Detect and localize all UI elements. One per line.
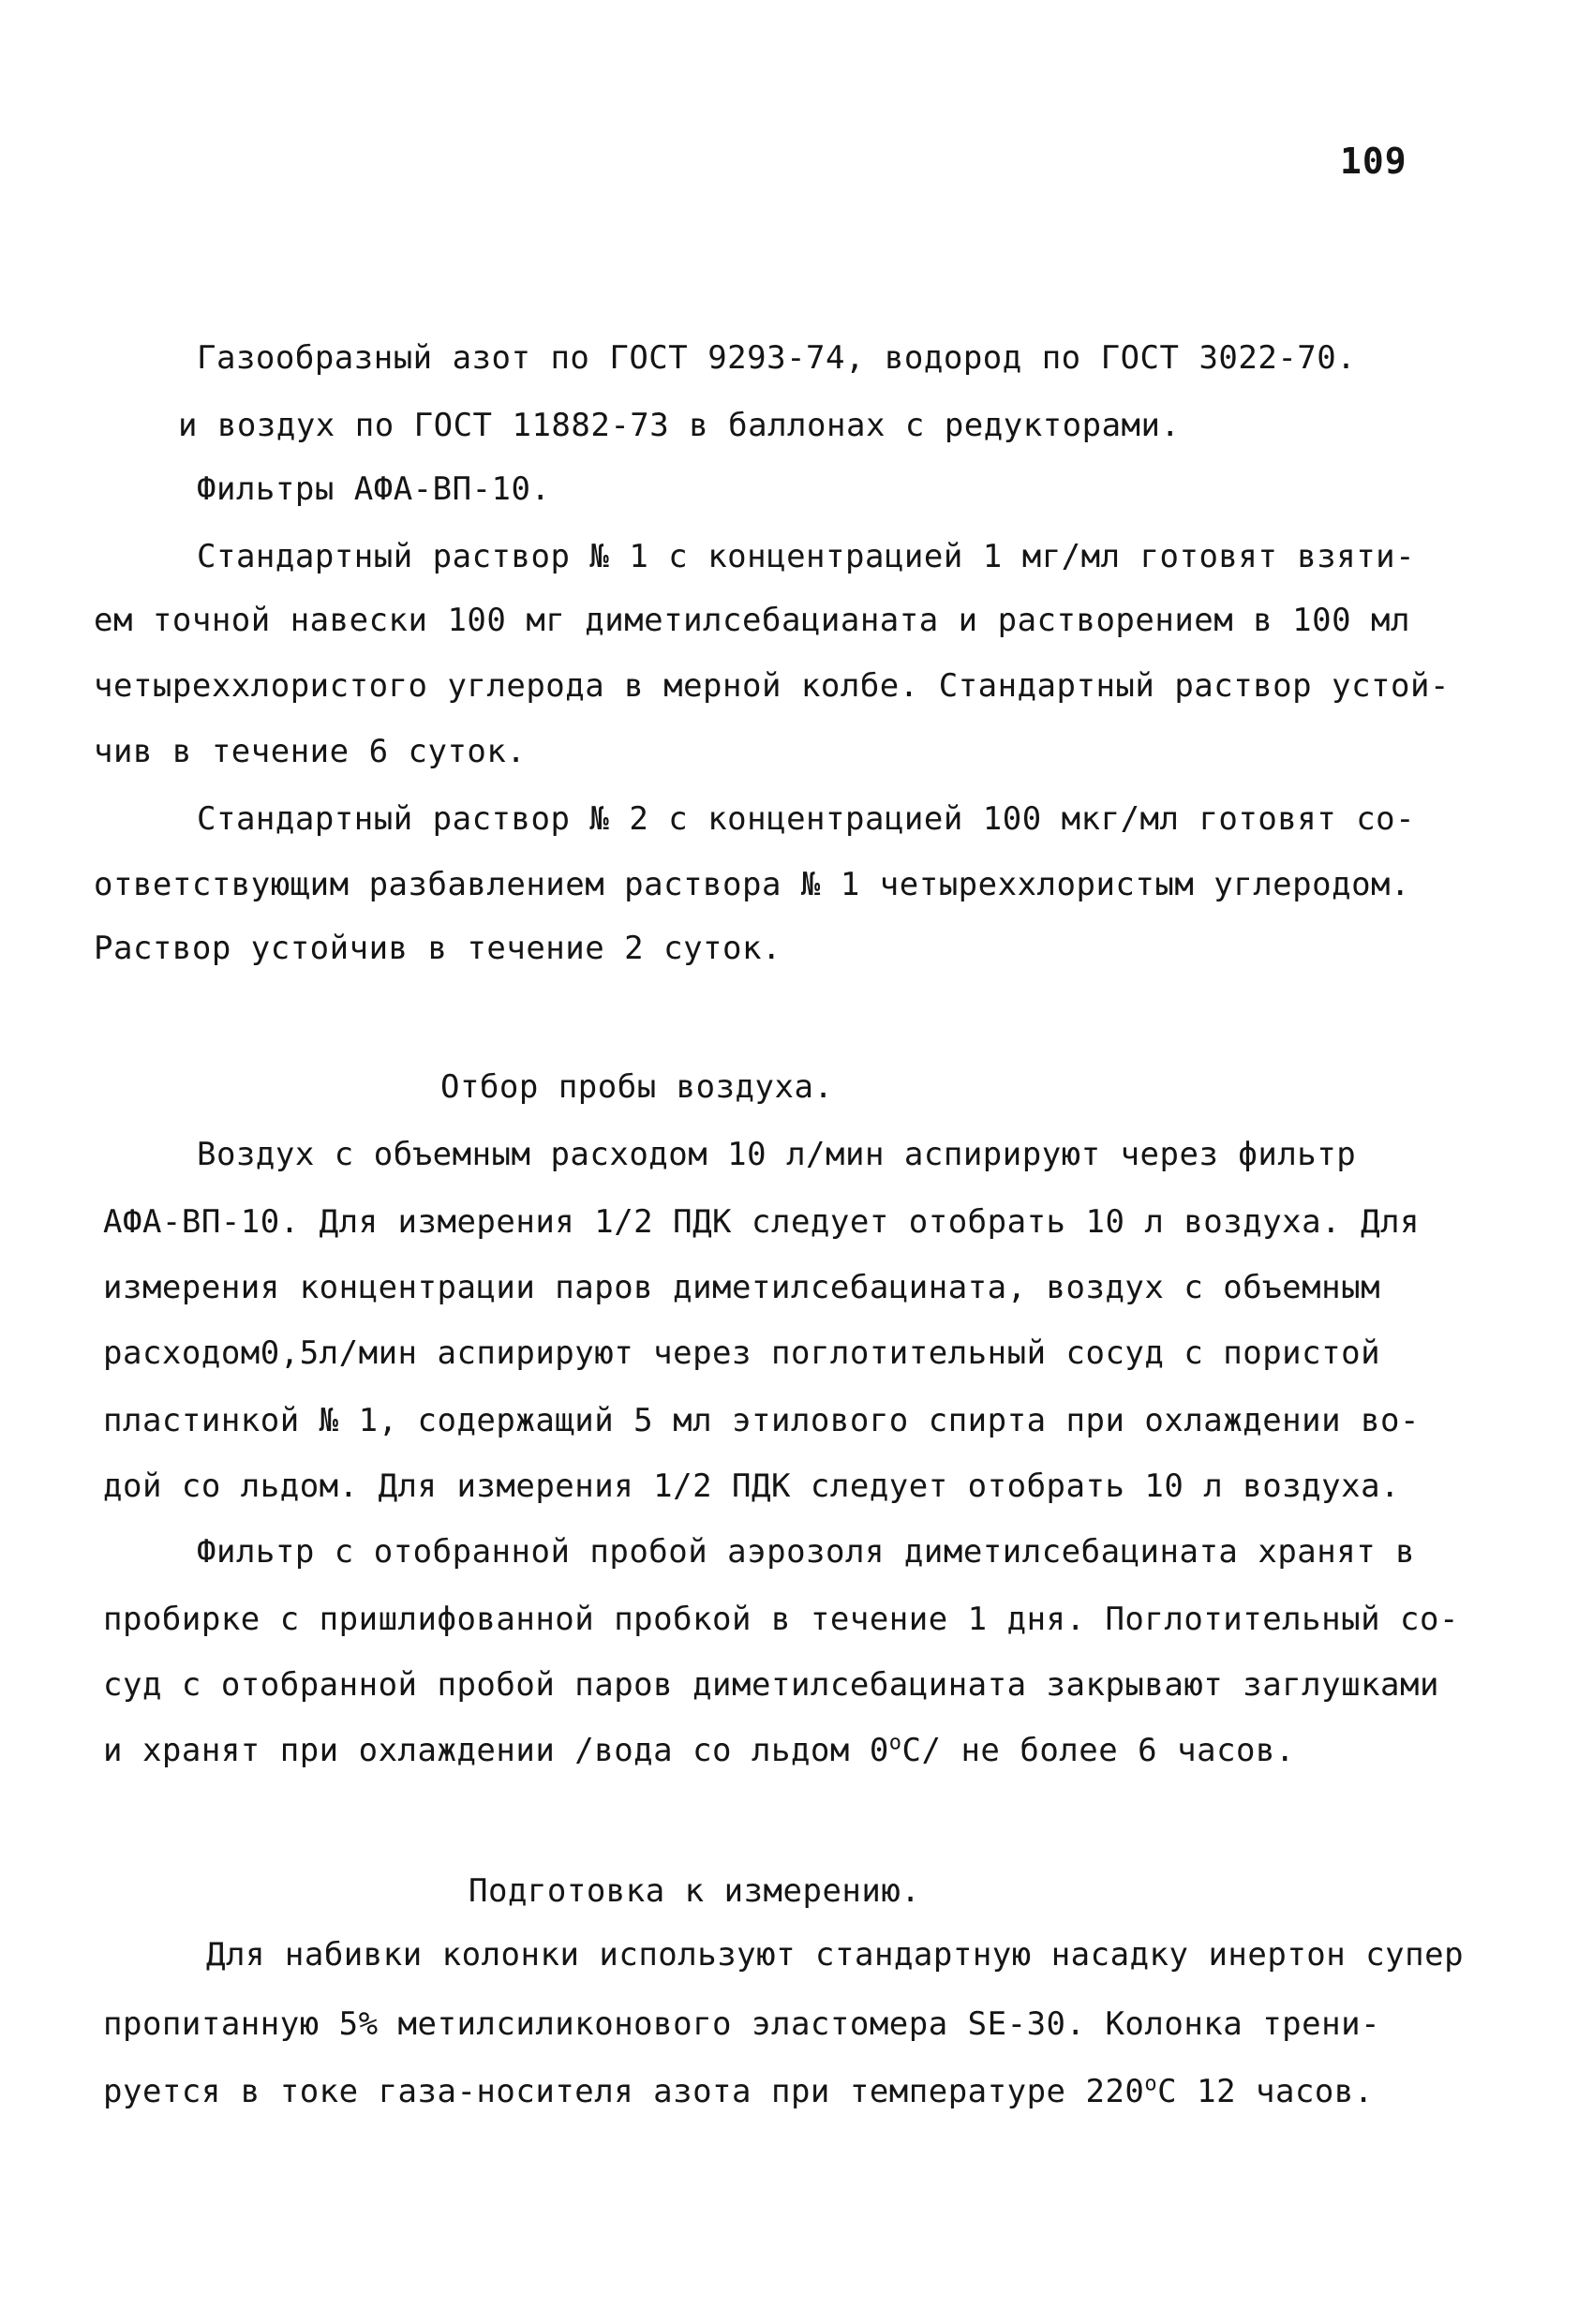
standard-solution-2-line-3: Раствор устойчив в течение 2 суток. bbox=[94, 930, 782, 967]
sampling-p1-line-6: дой со льдом. Для измерения 1/2 ПДК следует отобрать 10 л воздуха. bbox=[103, 1467, 1401, 1505]
sampling-p2-line-3: суд с отобранной пробой паров диметилсебацината закрывают заглушками bbox=[103, 1666, 1439, 1704]
sampling-p1-line-5: пластинкой № 1, содержащий 5 мл этилового спирта при охлаждении во- bbox=[103, 1402, 1420, 1439]
materials-line-1: Газообразный азот по ГОСТ 9293-74, водород по ГОСТ 3022-70. bbox=[197, 339, 1357, 377]
materials-line-3: Фильтры АФА-ВП-10. bbox=[197, 470, 551, 508]
sampling-p1-line-4: расходом0,5л/мин аспирируют через поглотительный сосуд с пористой bbox=[103, 1334, 1381, 1372]
sampling-p2-line-4-tail: С/ не более 6 часов. bbox=[901, 1732, 1295, 1769]
sampling-p2-line-1: Фильтр с отобранной пробой аэрозоля диметилсебацината хранят в bbox=[197, 1533, 1416, 1571]
standard-solution-1-line-2: ем точной навески 100 мг диметилсебацианата и растворением в 100 мл bbox=[94, 602, 1410, 639]
degree-sign: о bbox=[888, 1731, 902, 1755]
standard-solution-1-line-3: четыреххлористого углерода в мерной колбе. Стандартный раствор устой- bbox=[94, 667, 1450, 705]
sampling-p2-line-4 bbox=[103, 1730, 1527, 1771]
standard-solution-1-line-1: Стандартный раствор № 1 с концентрацией 1 мг/мл готовят взяти- bbox=[197, 538, 1416, 575]
page-number: 109 bbox=[1340, 141, 1407, 182]
preparation-line-3 bbox=[103, 2071, 1527, 2112]
preparation-line-2: пропитанную 5% метилсиликонового эластомера SE-30. Колонка трени- bbox=[103, 2005, 1381, 2043]
preparation-line-1: Для набивки колонки используют стандартную насадку инертон супер bbox=[206, 1936, 1465, 1974]
standard-solution-2-line-1: Стандартный раствор № 2 с концентрацией 100 мкг/мл готовят со- bbox=[197, 800, 1416, 838]
sampling-p1-line-2: АФА-ВП-10. Для измерения 1/2 ПДК следует отобрать 10 л воздуха. Для bbox=[103, 1203, 1420, 1241]
preparation-line-3-tail: С 12 часов. bbox=[1157, 2073, 1374, 2110]
preparation-line-3-text: руется в токе газа-носителя азота при температуре 220 bbox=[103, 2073, 1145, 2110]
standard-solution-2-line-2: ответствующим разбавлением раствора № 1 четыреххлористым углеродом. bbox=[94, 866, 1410, 903]
sampling-p2-line-4-text: и хранят при охлаждении /вода со льдом 0 bbox=[103, 1732, 889, 1769]
sampling-p2-line-2: пробирке с пришлифованной пробкой в течение 1 дня. Поглотительный со- bbox=[103, 1601, 1459, 1638]
sampling-heading: Отбор пробы воздуха. bbox=[440, 1068, 834, 1106]
degree-sign: о bbox=[1144, 2072, 1158, 2096]
materials-line-2: и воздух по ГОСТ 11882-73 в баллонах с редукторами. bbox=[178, 407, 1181, 444]
sampling-p1-line-3: измерения концентрации паров диметилсебацината, воздух с объемным bbox=[103, 1269, 1381, 1306]
standard-solution-1-line-4: чив в течение 6 суток. bbox=[94, 733, 527, 770]
preparation-heading: Подготовка к измерению. bbox=[469, 1872, 921, 1910]
sampling-p1-line-1: Воздух с объемным расходом 10 л/мин аспирируют через фильтр bbox=[197, 1136, 1357, 1173]
